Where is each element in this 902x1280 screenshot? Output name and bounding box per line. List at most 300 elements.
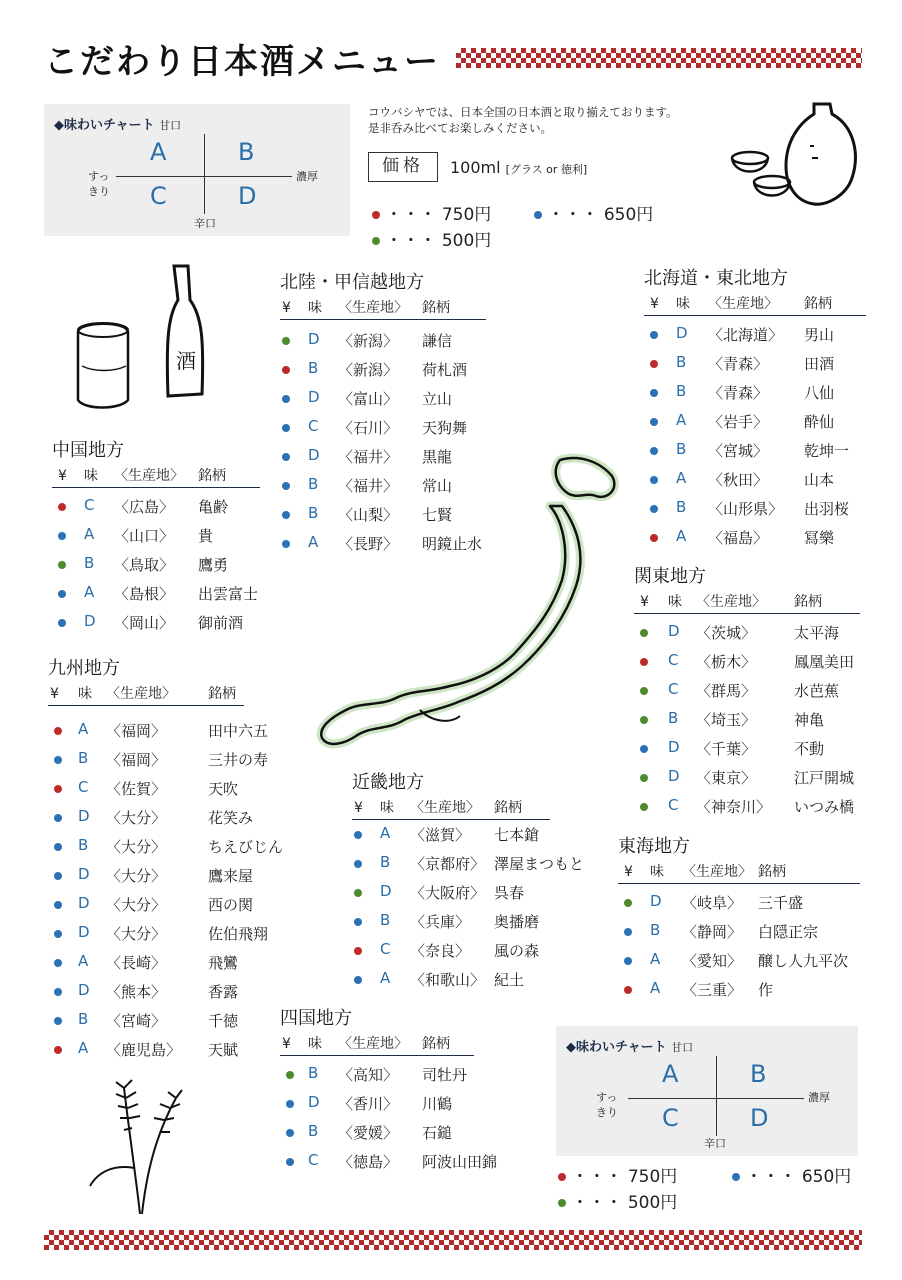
label-sukkiri: すっ きり (88, 170, 110, 198)
header-brand: 銘柄 (422, 1036, 450, 1052)
row-brand: 西の関 (208, 896, 254, 914)
row-taste: A (308, 533, 319, 551)
row-taste: D (78, 923, 90, 941)
row-taste: B (84, 554, 95, 572)
row-brand: 鷹勇 (198, 556, 229, 574)
row-taste: D (650, 892, 662, 910)
row-brand: 七賢 (422, 506, 453, 524)
row-taste: A (650, 950, 661, 968)
price-dot-blue (354, 831, 362, 839)
price-dot-blue (54, 988, 62, 996)
price-label: 価格 (368, 152, 438, 182)
label-noukou: 濃厚 (296, 170, 318, 183)
price-dot-blue (650, 389, 658, 397)
price-legend-green: ・・・ 500円 (372, 226, 491, 251)
row-taste: D (668, 767, 680, 785)
row-taste: C (380, 940, 391, 958)
price-dot-red (640, 658, 648, 666)
price-dot-blue (650, 331, 658, 339)
row-taste: A (676, 527, 687, 545)
quadrant-a: A (662, 1060, 679, 1088)
row-origin: 〈茨城〉 (696, 624, 757, 642)
price-dot-blue (354, 976, 362, 984)
menu-row (48, 923, 308, 945)
row-origin: 〈青森〉 (708, 384, 769, 402)
menu-row (634, 622, 894, 644)
header-brand: 銘柄 (494, 800, 522, 816)
row-brand: いつみ橋 (794, 798, 855, 816)
row-taste: B (668, 709, 679, 727)
row-brand: 醸し人九平次 (758, 952, 849, 970)
row-origin: 〈新潟〉 (338, 361, 399, 379)
price-dot-blue (282, 424, 290, 432)
row-origin: 〈大分〉 (106, 867, 167, 885)
menu-row (48, 952, 308, 974)
menu-row (48, 865, 308, 887)
section-title: 北海道・東北地方 (644, 268, 788, 289)
menu-row (280, 388, 540, 410)
row-taste: B (78, 749, 89, 767)
price-dot-green (624, 899, 632, 907)
row-origin: 〈島根〉 (114, 585, 175, 603)
row-taste: A (380, 969, 391, 987)
price-dot-blue (54, 959, 62, 967)
price-dot-red (282, 366, 290, 374)
taste-chart-top (44, 104, 350, 236)
row-brand: 江戸開城 (794, 769, 855, 787)
menu-row (618, 950, 878, 972)
row-origin: 〈長野〉 (338, 535, 399, 553)
row-taste: C (308, 1151, 319, 1169)
row-brand: 八仙 (804, 384, 835, 402)
header-taste: 味 (84, 468, 98, 484)
menu-row (48, 1010, 308, 1032)
menu-row (280, 504, 540, 526)
rice-plant-icon (84, 1068, 194, 1216)
menu-row (644, 469, 902, 491)
price-dot-blue (650, 418, 658, 426)
row-brand: 乾坤一 (804, 442, 850, 460)
menu-row (48, 749, 308, 771)
row-brand: 澤屋まつもと (494, 855, 585, 873)
row-brand: 七本鎗 (494, 826, 540, 844)
quadrant-c: C (150, 182, 167, 210)
row-taste: D (668, 738, 680, 756)
header-yen: ¥ (650, 296, 659, 312)
row-brand: 太平海 (794, 624, 840, 642)
row-brand: 山本 (804, 471, 835, 489)
menu-row (618, 979, 878, 1001)
header-brand: 銘柄 (758, 864, 786, 880)
taste-chart-title: ◆味わいチャート 甘口 (54, 118, 182, 133)
menu-row (634, 709, 894, 731)
row-brand: 御前酒 (198, 614, 244, 632)
row-origin: 〈静岡〉 (682, 923, 743, 941)
page-title: こだわり日本酒メニュー (44, 42, 440, 82)
header-taste: 味 (650, 864, 664, 880)
row-taste: D (676, 324, 688, 342)
row-taste: A (78, 1039, 89, 1057)
row-taste: B (380, 853, 391, 871)
menu-row (280, 475, 540, 497)
menu-row (52, 612, 312, 634)
row-origin: 〈宮城〉 (708, 442, 769, 460)
row-brand: 亀齢 (198, 498, 229, 516)
price-dot-blue (58, 590, 66, 598)
header-taste: 味 (78, 686, 92, 702)
row-origin: 〈岡山〉 (114, 614, 175, 632)
price-dot-green (282, 337, 290, 345)
row-brand: 出羽桜 (804, 500, 850, 518)
row-taste: A (78, 720, 89, 738)
section-title: 中国地方 (52, 440, 124, 461)
menu-row (280, 1064, 540, 1086)
row-taste: C (78, 778, 89, 796)
price-legend-blue-bottom: ・・・ 650円 (732, 1162, 851, 1187)
row-origin: 〈大分〉 (106, 896, 167, 914)
price-size: 100ml [グラス or 徳利] (450, 158, 588, 177)
row-origin: 〈新潟〉 (338, 332, 399, 350)
header-origin: 〈生産地〉 (682, 864, 752, 880)
row-taste: D (78, 894, 90, 912)
row-origin: 〈大分〉 (106, 838, 167, 856)
row-origin: 〈秋田〉 (708, 471, 769, 489)
header-yen: ¥ (282, 300, 291, 316)
price-dot-green (58, 561, 66, 569)
row-origin: 〈徳島〉 (338, 1153, 399, 1171)
row-brand: 風の森 (494, 942, 540, 960)
price-dot-blue (354, 860, 362, 868)
row-taste: C (84, 496, 95, 514)
row-brand: 佐伯飛翔 (208, 925, 269, 943)
menu-row (644, 498, 902, 520)
price-dot-blue (54, 1017, 62, 1025)
row-taste: D (308, 388, 320, 406)
row-origin: 〈山口〉 (114, 527, 175, 545)
row-brand: 天賦 (208, 1041, 239, 1059)
row-origin: 〈群馬〉 (696, 682, 757, 700)
row-taste: B (308, 475, 319, 493)
menu-row (280, 533, 540, 555)
header-yen: ¥ (58, 468, 67, 484)
header-brand: 銘柄 (198, 468, 226, 484)
header-origin: 〈生産地〉 (410, 800, 480, 816)
row-brand: 千徳 (208, 1012, 239, 1030)
price-dot-red (354, 947, 362, 955)
row-brand: 香露 (208, 983, 239, 1001)
price-dot-red (650, 534, 658, 542)
menu-row (280, 1122, 540, 1144)
taste-chart-bottom (556, 1026, 858, 1156)
row-origin: 〈東京〉 (696, 769, 757, 787)
row-taste: C (668, 796, 679, 814)
price-dot-red (58, 503, 66, 511)
sake-bottle-icon (70, 260, 220, 412)
row-origin: 〈鹿児島〉 (106, 1041, 182, 1059)
row-brand: 謙信 (422, 332, 453, 350)
header-brand: 銘柄 (422, 300, 450, 316)
row-brand: 呉春 (494, 884, 525, 902)
row-origin: 〈長崎〉 (106, 954, 167, 972)
quadrant-c: C (662, 1104, 679, 1132)
row-origin: 〈大分〉 (106, 925, 167, 943)
price-dot-blue (54, 930, 62, 938)
row-origin: 〈愛知〉 (682, 952, 743, 970)
row-taste: B (676, 440, 687, 458)
header-taste: 味 (380, 800, 394, 816)
header-taste: 味 (668, 594, 682, 610)
row-origin: 〈福井〉 (338, 477, 399, 495)
row-brand: 天狗舞 (422, 419, 468, 437)
price-dot-red (650, 360, 658, 368)
menu-row (644, 527, 902, 549)
row-brand: 三井の寿 (208, 751, 269, 769)
row-taste: C (668, 680, 679, 698)
header-taste: 味 (308, 300, 322, 316)
header-yen: ¥ (282, 1036, 291, 1052)
row-taste: B (676, 353, 687, 371)
row-origin: 〈福岡〉 (106, 751, 167, 769)
price-dot-blue (624, 928, 632, 936)
row-brand: 冩樂 (804, 529, 835, 547)
menu-row (52, 525, 312, 547)
row-brand: ちえびじん (208, 838, 284, 856)
menu-row (352, 882, 612, 904)
row-brand: 三千盛 (758, 894, 804, 912)
row-origin: 〈三重〉 (682, 981, 743, 999)
row-taste: D (78, 981, 90, 999)
row-brand: 鳳凰美田 (794, 653, 855, 671)
menu-row (352, 969, 612, 991)
price-dot-blue (286, 1129, 294, 1137)
row-taste: A (676, 411, 687, 429)
quadrant-b: B (238, 138, 255, 166)
menu-row (634, 796, 894, 818)
price-dot-blue (54, 872, 62, 880)
price-dot-blue (54, 756, 62, 764)
menu-row (352, 824, 612, 846)
row-brand: 田中六五 (208, 722, 269, 740)
row-taste: C (308, 417, 319, 435)
header-origin: 〈生産地〉 (338, 300, 408, 316)
row-origin: 〈山形県〉 (708, 500, 784, 518)
price-dot-blue (282, 395, 290, 403)
row-taste: D (308, 1093, 320, 1111)
menu-row (634, 767, 894, 789)
menu-row (48, 981, 308, 1003)
row-origin: 〈高知〉 (338, 1066, 399, 1084)
header-taste: 味 (676, 296, 690, 312)
row-taste: D (84, 612, 96, 630)
menu-row (48, 778, 308, 800)
row-brand: 作 (758, 981, 774, 999)
row-origin: 〈栃木〉 (696, 653, 757, 671)
row-brand: 川鶴 (422, 1095, 453, 1113)
row-brand: 黒龍 (422, 448, 453, 466)
price-dot-green (640, 629, 648, 637)
header-yen: ¥ (640, 594, 649, 610)
row-brand: 白隠正宗 (758, 923, 819, 941)
price-legend-green-bottom: ・・・ 500円 (558, 1188, 677, 1213)
row-taste: A (84, 525, 95, 543)
price-dot-blue (54, 901, 62, 909)
row-taste: B (676, 498, 687, 516)
price-dot-blue (650, 505, 658, 513)
row-brand: 鷹来屋 (208, 867, 254, 885)
row-taste: B (78, 836, 89, 854)
menu-row (634, 680, 894, 702)
quadrant-b: B (750, 1060, 767, 1088)
price-dot-blue (54, 814, 62, 822)
row-origin: 〈福岡〉 (106, 722, 167, 740)
row-origin: 〈山梨〉 (338, 506, 399, 524)
row-taste: B (78, 1010, 89, 1028)
menu-row (634, 738, 894, 760)
svg-text:酒: 酒 (176, 349, 196, 373)
row-origin: 〈岩手〉 (708, 413, 769, 431)
menu-row (644, 382, 902, 404)
checker-border-top (456, 48, 862, 68)
header-origin: 〈生産地〉 (696, 594, 766, 610)
price-dot-blue (54, 843, 62, 851)
row-taste: B (650, 921, 661, 939)
label-karakuchi: 辛口 (194, 217, 216, 230)
section-header (280, 298, 486, 320)
row-brand: 神亀 (794, 711, 825, 729)
price-legend-red-bottom: ・・・ 750円 (558, 1162, 677, 1187)
row-origin: 〈宮崎〉 (106, 1012, 167, 1030)
price-legend-blue: ・・・ 650円 (534, 200, 653, 225)
row-origin: 〈神奈川〉 (696, 798, 772, 816)
menu-row (644, 324, 902, 346)
label-noukou: 濃厚 (808, 1091, 830, 1104)
row-brand: 花笑み (208, 809, 254, 827)
label-sukkiri: すっ きり (596, 1091, 618, 1119)
row-origin: 〈滋賀〉 (410, 826, 471, 844)
header-brand: 銘柄 (794, 594, 822, 610)
row-origin: 〈福島〉 (708, 529, 769, 547)
menu-row (52, 496, 312, 518)
header-yen: ¥ (50, 686, 59, 702)
price-dot-blue (624, 957, 632, 965)
menu-row (634, 651, 894, 673)
row-brand: 紀土 (494, 971, 525, 989)
menu-row (618, 921, 878, 943)
row-taste: B (380, 911, 391, 929)
row-origin: 〈大阪府〉 (410, 884, 486, 902)
section-header (48, 684, 244, 706)
section-title: 北陸・甲信越地方 (280, 272, 424, 293)
intro-text: コウバシヤでは、日本全国の日本酒と取り揃えております。 是非呑み比べてお楽しみください。 (368, 105, 678, 135)
menu-row (280, 359, 540, 381)
row-taste: D (308, 330, 320, 348)
quadrant-d: D (238, 182, 257, 210)
row-origin: 〈大分〉 (106, 809, 167, 827)
row-taste: A (78, 952, 89, 970)
section-header (634, 592, 860, 614)
row-origin: 〈鳥取〉 (114, 556, 175, 574)
price-dot-blue (640, 745, 648, 753)
row-origin: 〈和歌山〉 (410, 971, 486, 989)
header-yen: ¥ (624, 864, 633, 880)
price-dot-red (54, 785, 62, 793)
section-header (644, 294, 866, 316)
label-karakuchi: 辛口 (704, 1137, 726, 1150)
row-origin: 〈香川〉 (338, 1095, 399, 1113)
price-dot-blue (650, 447, 658, 455)
price-dot-red (54, 727, 62, 735)
row-origin: 〈岐阜〉 (682, 894, 743, 912)
price-dot-green (640, 774, 648, 782)
section-title: 近畿地方 (352, 772, 424, 793)
row-brand: 石鎚 (422, 1124, 453, 1142)
header-yen: ¥ (354, 800, 363, 816)
row-taste: A (84, 583, 95, 601)
price-dot-green (640, 687, 648, 695)
row-taste: D (78, 807, 90, 825)
price-dot-blue (286, 1100, 294, 1108)
row-brand: 常山 (422, 477, 453, 495)
row-taste: A (380, 824, 391, 842)
row-taste: A (650, 979, 661, 997)
menu-row (48, 836, 308, 858)
menu-row (280, 330, 540, 352)
header-origin: 〈生産地〉 (106, 686, 176, 702)
row-taste: B (308, 359, 319, 377)
price-dot-green (640, 716, 648, 724)
price-dot-blue (58, 532, 66, 540)
section-title: 関東地方 (634, 566, 706, 587)
row-origin: 〈青森〉 (708, 355, 769, 373)
price-dot-blue (282, 482, 290, 490)
menu-row (644, 440, 902, 462)
menu-row (48, 807, 308, 829)
row-taste: B (308, 1064, 319, 1082)
menu-row (618, 892, 878, 914)
header-origin: 〈生産地〉 (114, 468, 184, 484)
menu-row (48, 894, 308, 916)
row-origin: 〈佐賀〉 (106, 780, 167, 798)
price-dot-blue (282, 453, 290, 461)
row-taste: D (308, 446, 320, 464)
header-brand: 銘柄 (208, 686, 236, 702)
row-brand: 立山 (422, 390, 453, 408)
row-brand: 阿波山田錦 (422, 1153, 498, 1171)
row-taste: C (668, 651, 679, 669)
menu-row (280, 417, 540, 439)
row-taste: B (308, 504, 319, 522)
menu-row (52, 583, 312, 605)
section-title: 東海地方 (618, 836, 690, 857)
row-brand: 出雲富士 (198, 585, 259, 603)
price-dot-green (354, 889, 362, 897)
row-brand: 男山 (804, 326, 835, 344)
menu-row (644, 411, 902, 433)
row-origin: 〈愛媛〉 (338, 1124, 399, 1142)
menu-row (280, 1151, 540, 1173)
row-taste: D (668, 622, 680, 640)
row-origin: 〈奈良〉 (410, 942, 471, 960)
section-header (352, 798, 550, 820)
row-origin: 〈北海道〉 (708, 326, 784, 344)
row-origin: 〈富山〉 (338, 390, 399, 408)
row-origin: 〈埼玉〉 (696, 711, 757, 729)
row-taste: A (676, 469, 687, 487)
checker-border-bottom (44, 1230, 862, 1250)
menu-row (644, 353, 902, 375)
row-origin: 〈兵庫〉 (410, 913, 471, 931)
section-title: 四国地方 (280, 1008, 352, 1029)
